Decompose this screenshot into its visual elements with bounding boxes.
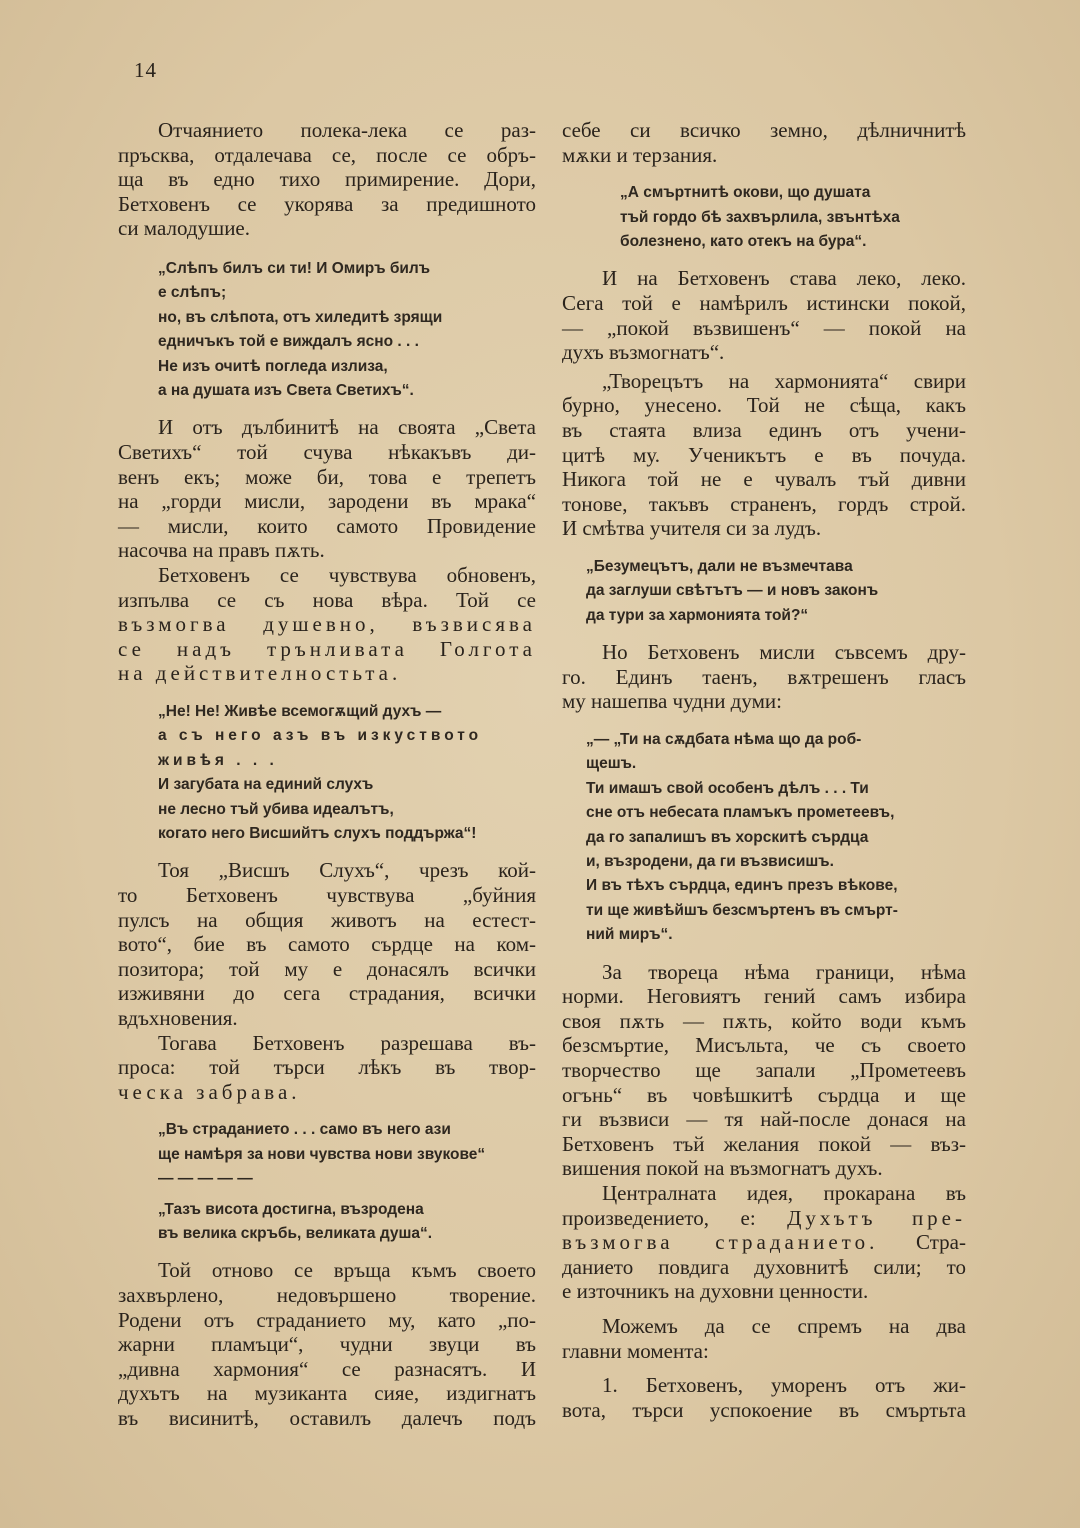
verse-line: „Слѣпъ билъ си ти! И Омиръ билъ — [158, 259, 431, 277]
verse-quote — [158, 1118, 536, 1246]
verse-line: „А смъртнитѣ окови, що душата — [620, 184, 871, 202]
verse-line: тъй гордо бѣ захвърлила, звънтѣха — [620, 208, 900, 226]
verse-line: и, възродени, да ги възвисишъ. — [586, 852, 834, 870]
text-line: Светихъ“ той счува нѣкакъвъ ди- — [118, 440, 536, 464]
text-line: Тоя „Висшъ Слухъ“, чрезъ кой- — [158, 858, 536, 883]
paragraph — [118, 563, 536, 686]
right-column — [562, 118, 966, 1422]
text-line: изпълва се съ нова вѣра. Той се — [118, 587, 536, 612]
verse-line: въ велика скръбь, великата душа“. — [158, 1224, 433, 1242]
emphasized-line: се надъ трънливата Голгота — [118, 636, 536, 661]
paragraph — [118, 118, 536, 241]
text-line: норми. Неговиятъ гений самъ избира — [562, 984, 966, 1009]
verse-line: ний миръ“. — [586, 926, 673, 944]
text-line: безсмъртие, Мисъльта, че съ своето — [562, 1033, 966, 1058]
verse-line: ще намѣря за нови чувства нови звукове“ — [158, 1145, 486, 1163]
verse-line: ти ще живѣйшъ безсмъртенъ въ смърт- — [586, 901, 898, 919]
text-line: бурно, унесено. Той не сѣща, какъ — [562, 393, 966, 418]
paragraph — [562, 640, 966, 714]
text-line: творчество ще запали „Прометеевъ — [562, 1057, 966, 1082]
verse-line: болезнено, като отекъ на бура“. — [620, 233, 867, 250]
text-line: пулсъ на общия животъ на естест- — [118, 907, 536, 932]
text-line: Бетховенъ се укорява за предишното — [118, 191, 536, 216]
emphasized-text: Духътъ пре- — [787, 1205, 966, 1230]
verse-line: И въ тѣхъ сърдца, единъ презъ вѣкове, — [586, 877, 898, 895]
text-line: Централната идея, прокарана въ — [602, 1180, 966, 1205]
verse-line: Не изъ очитѣ погледа излиза, — [158, 357, 388, 375]
text-line: 1. Бетховенъ, уморенъ отъ жи- — [602, 1373, 966, 1398]
text-line — [562, 1230, 966, 1255]
text-line: своя пѫть — пѫть, който води къмъ — [562, 1008, 966, 1033]
paragraph — [562, 1373, 966, 1422]
text-line: данието повдига духовнитѣ сили; то — [562, 1254, 966, 1279]
emphasized-line: на действителностьта. — [118, 661, 402, 686]
text-line: И на Бетховенъ става леко, леко. — [602, 266, 966, 291]
verse-line: да заглуши свѣтътъ — и новъ законъ — [586, 582, 879, 600]
paragraph — [118, 415, 536, 563]
text-line: изживяни до сега страдания, всички — [118, 981, 536, 1006]
paragraph — [118, 1258, 536, 1430]
text-line: цитѣ му. Ученикътъ е въ почуда. — [562, 442, 966, 467]
paragraph — [562, 1181, 966, 1304]
text-line: И смѣтва учителя си за лудъ. — [562, 516, 822, 541]
paragraph — [562, 960, 966, 1181]
emphasized-line: възмогва душевно, възвисява — [118, 612, 536, 637]
paragraph — [562, 118, 966, 167]
verse-line: да го запалишъ въ хорскитѣ сърдца — [586, 828, 869, 846]
text-line: — „покой възвишенъ“ — покой на — [562, 315, 966, 340]
text-line: жарни пламъци“, чудни звуци въ — [118, 1332, 536, 1357]
verse-line: е слѣпъ; — [158, 284, 227, 302]
text-line: пръсква, отдалечава се, после се обръ- — [118, 142, 536, 167]
verse-line: едничъкъ той е виждалъ ясно . . . — [158, 333, 419, 351]
text-line: Сега той е намѣрилъ истински покой, — [562, 291, 966, 315]
text-line: Бетховенъ се чувствува обновенъ, — [158, 562, 536, 587]
text-line: насочва на правъ пѫть. — [118, 538, 325, 563]
text-line: си малодушие. — [118, 216, 250, 241]
verse-line: — — — — — — [158, 1170, 253, 1188]
text-line: духъ възмогнатъ“. — [562, 340, 725, 365]
text-line: Родени отъ страданието му, като „по- — [118, 1307, 536, 1332]
verse-quote — [158, 257, 536, 403]
text-line: — мисли, които самото Провидение — [118, 513, 536, 538]
verse-line: а съ него азъ въ изкуството — [158, 727, 483, 745]
text-line: духътъ на музиканта сияе, издигнатъ — [118, 1381, 536, 1406]
text-line: „Творецътъ на хармонията“ свири — [602, 368, 966, 393]
text-line: Той отново се връща къмъ своето — [158, 1258, 536, 1283]
page-number: 14 — [134, 58, 157, 82]
text-line: И отъ дълбинитѣ на своята „Света — [158, 415, 536, 440]
text-line: е източникъ на духовни ценности. — [562, 1279, 869, 1304]
verse-quote — [586, 728, 966, 948]
text-line: венъ екъ; може би, това е трепетъ — [118, 464, 536, 489]
text-line: ща въ едно тихо примирение. Дори, — [118, 167, 536, 192]
text-line: на „горди мисли, зародени въ мрака“ — [118, 489, 536, 514]
text-line: вдъхновения. — [118, 1005, 238, 1030]
text-fragment: произведението, е: — [562, 1205, 756, 1230]
text-line: Можемъ да се спремъ на два — [602, 1313, 966, 1338]
text-line: Никога той не е чувалъ тъй дивни — [562, 467, 966, 492]
verse-line: „Тазъ висота достигна, възродена — [158, 1200, 424, 1218]
verse-quote — [158, 700, 536, 846]
left-column — [118, 118, 536, 1431]
text-line: позитора; той му е донасялъ всички — [118, 956, 536, 981]
text-line: Но Бетховенъ мисли съвсемъ дру- — [602, 640, 966, 665]
text-line: мѫки и терзания. — [562, 142, 718, 167]
paragraph — [562, 266, 966, 364]
verse-line: а на душата изъ Света Светихъ“. — [158, 382, 414, 399]
verse-line: когато него Висшийтъ слухъ поддържа“! — [158, 824, 477, 842]
text-line — [562, 1206, 966, 1231]
text-line: Бетховенъ тъй желания покой — въз- — [562, 1131, 966, 1156]
verse-line: И загубата на единий слухъ — [158, 776, 374, 794]
verse-line: не лесно тъй убива идеалътъ, — [158, 800, 394, 818]
text-line: Тогава Бетховенъ разрешава въ- — [158, 1030, 536, 1055]
verse-quote — [586, 555, 966, 628]
paragraph — [562, 1314, 966, 1363]
text-line: въ висинитѣ, оставилъ далечъ подъ — [118, 1405, 536, 1430]
text-line: проса: той търси лѣкъ въ твор- — [118, 1055, 536, 1080]
text-line: ги възвиси — тя най-после донася на — [562, 1107, 966, 1132]
text-line: Отчаянието полека-лека се раз- — [158, 118, 536, 142]
verse-line: да тури за хармонията той?“ — [586, 606, 809, 624]
paragraph — [118, 858, 536, 1030]
text-line: вото“, бие въ самото сърдце на ком- — [118, 932, 536, 957]
verse-line: живѣя . . . — [158, 751, 278, 769]
emphasized-line: ческа забрава. — [118, 1079, 301, 1104]
verse-line: „Безумецътъ, дали не възмечтава — [586, 557, 853, 575]
verse-line: „Въ страданието . . . само въ него ази — [158, 1121, 451, 1139]
text-line: захвърлено, недовършено творение. — [118, 1282, 536, 1307]
paragraph — [562, 369, 966, 541]
verse-line: Ти имашъ свой особенъ дѣлъ . . . Ти — [586, 779, 869, 797]
text-line: въ стаята влиза единъ отъ учени- — [562, 417, 966, 442]
text-line: вота, търси успокоение въ смъртьта — [562, 1397, 966, 1422]
verse-line: „— „Ти на сѫдбата нѣма що да роб- — [586, 730, 862, 748]
text-line: му нашепва чудни думи: — [562, 689, 782, 714]
text-line: огънь“ въ човѣшкитѣ сърдца и ще — [562, 1082, 966, 1107]
text-line: себе си всичко земно, дѣлничнитѣ — [562, 118, 966, 142]
verse-quote — [620, 181, 966, 254]
text-line: За твореца нѣма граници, нѣма — [602, 959, 966, 984]
text-line: главни момента: — [562, 1338, 709, 1363]
text-line: то Бетховенъ чувствува „буйния — [118, 882, 536, 907]
verse-line: но, въ слѣпота, отъ хиледитѣ зрящи — [158, 308, 443, 326]
verse-line: „Не! Не! Живѣе всемогѫщий духъ — — [158, 702, 442, 720]
text-fragment: Стра- — [916, 1230, 966, 1255]
emphasized-text: възмогва страданието. — [562, 1230, 879, 1255]
text-line: „дивна хармония“ се разнасятъ. И — [118, 1356, 536, 1381]
text-line: го. Единъ таенъ, вѫтрешенъ гласъ — [562, 664, 966, 689]
verse-line: сне отъ небесата пламъкъ прометеевъ, — [586, 804, 895, 822]
text-line: вишения покой на възмогнатъ духъ. — [562, 1156, 883, 1181]
paragraph — [118, 1031, 536, 1105]
text-line: тонове, такъвъ страненъ, гордъ строй. — [562, 491, 966, 516]
verse-line: щешъ. — [586, 755, 637, 773]
